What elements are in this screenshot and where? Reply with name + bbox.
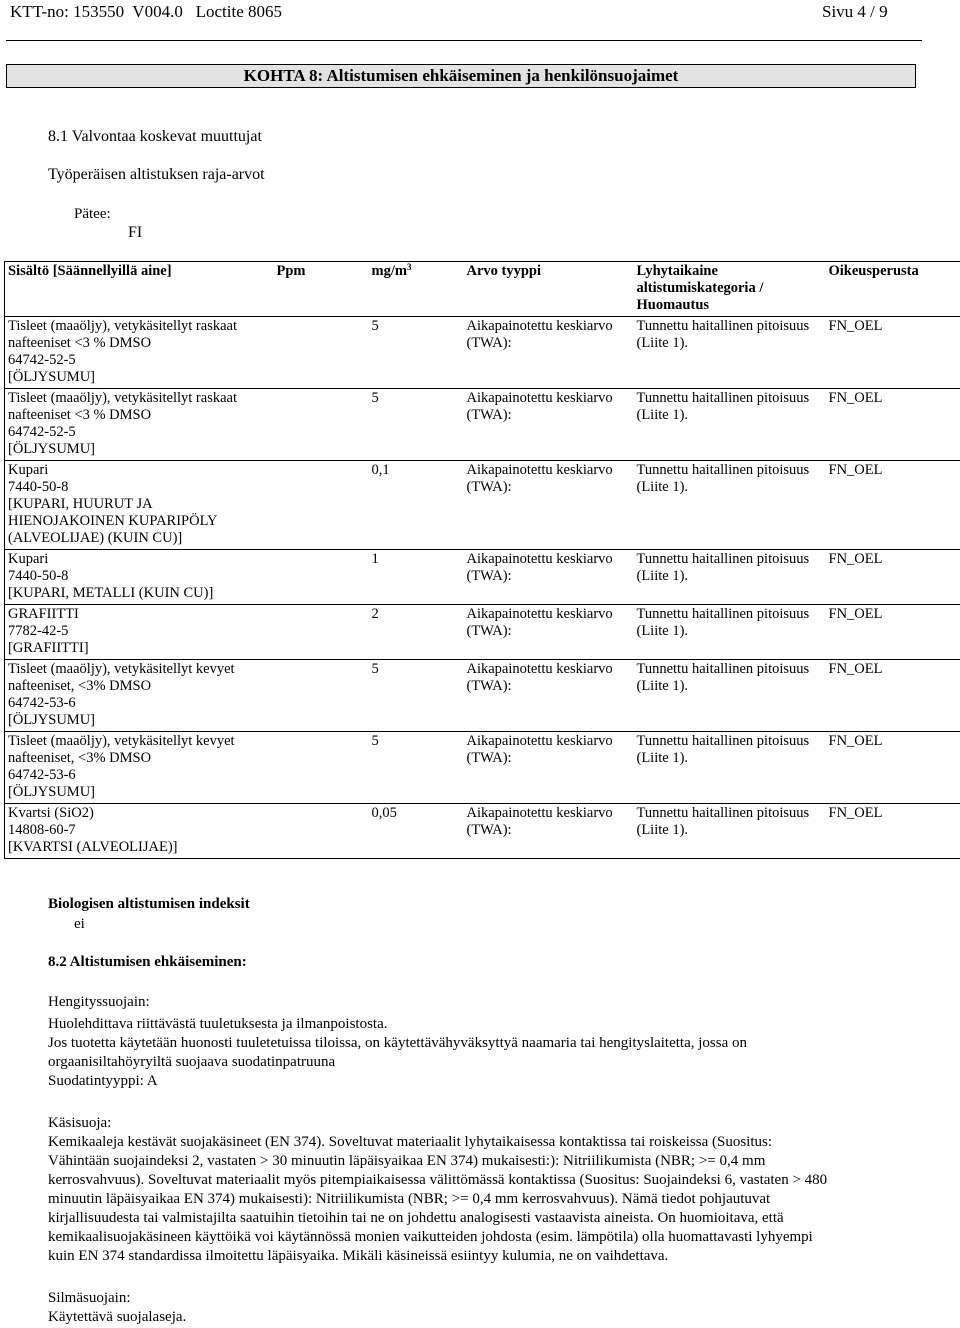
table-row bbox=[5, 605, 960, 660]
cell-line: Tisleet (maaöljy), vetykäsitellyt kevyet bbox=[8, 733, 235, 749]
cell-line: (Liite 1). bbox=[636, 568, 689, 584]
cell-line: Tisleet (maaöljy), vetykäsitellyt kevyet bbox=[8, 661, 235, 677]
cell-line: (ALVEOLIJAE) (KUIN CU)] bbox=[8, 530, 183, 546]
document-id: KTT-no: 153550 V004.0 Loctite 8065 bbox=[10, 2, 282, 21]
subsection-8-2-title: 8.2 Altistumisen ehkäiseminen: bbox=[48, 954, 247, 970]
cell-mgm3: 5 bbox=[369, 732, 464, 804]
cell-line: Aikapainotettu keskiarvo bbox=[466, 462, 613, 478]
cell-substance bbox=[5, 550, 274, 605]
col-header-substance: Sisältö [Säännellyillä aine] bbox=[5, 262, 274, 317]
col-header-category: Lyhytaikaine altistumiskategoria / Huomautus bbox=[634, 262, 826, 317]
cell-line: (TWA): bbox=[466, 407, 512, 423]
table-row bbox=[5, 317, 960, 389]
cell-line: (Liite 1). bbox=[636, 822, 689, 838]
cell-mgm3: 0,05 bbox=[369, 804, 464, 859]
cell-line: (TWA): bbox=[466, 750, 512, 766]
cell-value-type bbox=[464, 804, 634, 859]
eye-protection-label: Silmäsuojain: bbox=[48, 1290, 131, 1306]
cell-basis: FN_OEL bbox=[826, 550, 960, 605]
page-number: Sivu 4 / 9 bbox=[822, 2, 888, 21]
respiratory-line: Suodatintyyppi: A bbox=[48, 1073, 158, 1089]
table-row bbox=[5, 461, 960, 550]
cell-basis: FN_OEL bbox=[826, 804, 960, 859]
cell-basis: FN_OEL bbox=[826, 461, 960, 550]
cell-line: [ÖLJYSUMU] bbox=[8, 441, 95, 457]
cell-substance bbox=[5, 461, 274, 550]
cell-line: Aikapainotettu keskiarvo bbox=[466, 551, 613, 567]
cell-line: [KUPARI, HUURUT JA bbox=[8, 496, 153, 512]
table-row bbox=[5, 732, 960, 804]
respiratory-line: orgaanisiltahöyryiltä suojaava suodatinpatruuna bbox=[48, 1054, 336, 1070]
cell-line: 64742-53-6 bbox=[8, 767, 76, 783]
cell-line: (TWA): bbox=[466, 623, 512, 639]
cell-line: Kupari bbox=[8, 551, 49, 567]
cell-line: [ÖLJYSUMU] bbox=[8, 369, 95, 385]
cell-substance bbox=[5, 660, 274, 732]
cell-line: Aikapainotettu keskiarvo bbox=[466, 805, 613, 821]
cell-line: 64742-52-5 bbox=[8, 352, 76, 368]
col-header-ppm: Ppm bbox=[274, 262, 369, 317]
cell-mgm3: 0,1 bbox=[369, 461, 464, 550]
cell-line: (Liite 1). bbox=[636, 335, 689, 351]
cell-category bbox=[634, 732, 826, 804]
cell-line: (TWA): bbox=[466, 568, 512, 584]
cell-category bbox=[634, 550, 826, 605]
cell-line: [KUPARI, METALLI (KUIN CU)] bbox=[8, 585, 214, 601]
cell-line: (Liite 1). bbox=[636, 479, 689, 495]
cell-line: Tunnettu haitallinen pitoisuus bbox=[636, 606, 810, 622]
respiratory-protection-text bbox=[48, 1015, 928, 1091]
cell-line: 64742-52-5 bbox=[8, 424, 76, 440]
cell-line: 7782-42-5 bbox=[8, 623, 69, 639]
hand-line: minuutin läpäisyaikaa EN 374) mukaisesti): Nitriilikumista (NBR; >= 0,4 mm kerrosvahvuus). Nämä tiedot pohjautuvat bbox=[48, 1191, 771, 1207]
cell-basis: FN_OEL bbox=[826, 605, 960, 660]
cell-line: (Liite 1). bbox=[636, 407, 689, 423]
col-header-mgm3: $mg/m^3$ bbox=[369, 262, 464, 317]
table-header-row bbox=[5, 262, 960, 317]
cell-value-type bbox=[464, 732, 634, 804]
applies-value: FI bbox=[128, 224, 143, 241]
header-divider bbox=[6, 40, 922, 41]
hand-line: Kemikaaleja kestävät suojakäsineet (EN 374). Soveltuvat materiaalit lyhytaikaisessa kontaktissa tai roiskeissa (Suositus: bbox=[48, 1134, 772, 1150]
cell-line: Tunnettu haitallinen pitoisuus bbox=[636, 390, 810, 406]
cell-line: (TWA): bbox=[466, 479, 512, 495]
cell-category bbox=[634, 461, 826, 550]
cell-value-type bbox=[464, 605, 634, 660]
cell-mgm3: 1 bbox=[369, 550, 464, 605]
cell-line: 7440-50-8 bbox=[8, 479, 69, 495]
cell-substance bbox=[5, 732, 274, 804]
cell-line: GRAFIITTI bbox=[8, 606, 79, 622]
cell-line: Aikapainotettu keskiarvo bbox=[466, 390, 613, 406]
cell-ppm bbox=[274, 461, 369, 550]
cell-line: nafteeniset, <3% DMSO bbox=[8, 678, 152, 694]
cell-line: (Liite 1). bbox=[636, 750, 689, 766]
cell-mgm3: 2 bbox=[369, 605, 464, 660]
cell-line: Tunnettu haitallinen pitoisuus bbox=[636, 462, 810, 478]
mgm3-superscript: 3 bbox=[406, 262, 412, 272]
table-row bbox=[5, 660, 960, 732]
cell-value-type bbox=[464, 317, 634, 389]
hand-line: Vähintään suojaindeksi 2, vastaten > 30 minuutin läpäisyaikaa EN 374) mukaisesti:): Nitriilikumista (NBR; >= 0,4 mm bbox=[48, 1153, 766, 1169]
cell-category bbox=[634, 389, 826, 461]
cell-basis: FN_OEL bbox=[826, 389, 960, 461]
cell-line: 64742-53-6 bbox=[8, 695, 76, 711]
cell-substance bbox=[5, 317, 274, 389]
exposure-limits-heading: Työperäisen altistuksen raja-arvot bbox=[48, 166, 265, 183]
biological-indices-title: Biologisen altistumisen indeksit bbox=[48, 896, 250, 912]
col-header-basis: Oikeusperusta bbox=[826, 262, 960, 317]
eye-protection-value: Käytettävä suojalaseja. bbox=[48, 1309, 187, 1325]
cell-value-type bbox=[464, 389, 634, 461]
cell-line: (TWA): bbox=[466, 678, 512, 694]
respiratory-line: Huolehdittava riittävästä tuuletuksesta ja ilmanpoistosta. bbox=[48, 1016, 388, 1032]
cell-substance bbox=[5, 804, 274, 859]
cell-mgm3: 5 bbox=[369, 660, 464, 732]
cell-line: 7440-50-8 bbox=[8, 568, 69, 584]
cell-line: [ÖLJYSUMU] bbox=[8, 784, 95, 800]
cell-ppm bbox=[274, 605, 369, 660]
cell-line: Aikapainotettu keskiarvo bbox=[466, 606, 613, 622]
cell-line: Tisleet (maaöljy), vetykäsitellyt raskaat bbox=[8, 318, 237, 334]
cell-line: (Liite 1). bbox=[636, 623, 689, 639]
cell-basis: FN_OEL bbox=[826, 732, 960, 804]
cell-line: (Liite 1). bbox=[636, 678, 689, 694]
table-row bbox=[5, 389, 960, 461]
col-header-value-type: Arvo tyyppi bbox=[464, 262, 634, 317]
cell-line: Tisleet (maaöljy), vetykäsitellyt raskaat bbox=[8, 390, 237, 406]
cell-line: Tunnettu haitallinen pitoisuus bbox=[636, 805, 810, 821]
cell-line: Tunnettu haitallinen pitoisuus bbox=[636, 318, 810, 334]
table-row bbox=[5, 804, 960, 859]
biological-indices-value: ei bbox=[74, 916, 85, 932]
hand-line: kerrosvahvuus). Soveltuvat materiaalit myös pitempiaikaisessa välittömässä kontaktissa (Suositus: Suojaindeksi 6, vastaten > 480 bbox=[48, 1172, 828, 1188]
cell-ppm bbox=[274, 389, 369, 461]
hand-protection-label: Käsisuoja: bbox=[48, 1115, 112, 1131]
cell-line: nafteeniset, <3% DMSO bbox=[8, 750, 152, 766]
applies-label: Pätee: bbox=[74, 206, 111, 222]
cell-value-type bbox=[464, 550, 634, 605]
cell-line: 14808-60-7 bbox=[8, 822, 76, 838]
cell-value-type bbox=[464, 660, 634, 732]
cell-line: Kupari bbox=[8, 462, 49, 478]
cell-line: (TWA): bbox=[466, 822, 512, 838]
cell-category bbox=[634, 804, 826, 859]
hand-protection-text bbox=[48, 1133, 928, 1266]
cell-line: [KVARTSI (ALVEOLIJAE)] bbox=[8, 839, 178, 855]
cell-mgm3: 5 bbox=[369, 389, 464, 461]
hand-line: kemikaalisuojakäsineen käyttöikä voi käytännössä monien vaikutteiden johdosta (esim. lämpötila) olla huomattavasti lyhyempi bbox=[48, 1229, 813, 1245]
cell-category bbox=[634, 317, 826, 389]
cell-line: HIENOJAKOINEN KUPARIPÖLY bbox=[8, 513, 218, 529]
cell-basis: FN_OEL bbox=[826, 317, 960, 389]
cell-line: (TWA): bbox=[466, 335, 512, 351]
cell-category bbox=[634, 605, 826, 660]
table-row bbox=[5, 550, 960, 605]
hand-line: kuin EN 374 standardissa ilmoitettu läpäisyaika. Mikäli käsineissä esiintyy kulumia, ne on vaihdettava. bbox=[48, 1248, 669, 1264]
cell-line: Tunnettu haitallinen pitoisuus bbox=[636, 661, 810, 677]
cell-value-type bbox=[464, 461, 634, 550]
cell-ppm bbox=[274, 732, 369, 804]
cell-category bbox=[634, 660, 826, 732]
cell-line: nafteeniset <3 % DMSO bbox=[8, 335, 152, 351]
cell-line: Aikapainotettu keskiarvo bbox=[466, 733, 613, 749]
cell-line: [ÖLJYSUMU] bbox=[8, 712, 95, 728]
cell-ppm bbox=[274, 804, 369, 859]
cell-ppm bbox=[274, 550, 369, 605]
cell-line: Aikapainotettu keskiarvo bbox=[466, 661, 613, 677]
cell-line: Aikapainotettu keskiarvo bbox=[466, 318, 613, 334]
cell-line: Tunnettu haitallinen pitoisuus bbox=[636, 551, 810, 567]
cell-ppm bbox=[274, 317, 369, 389]
hand-line: kirjallisuudesta tai valmistajilta saatuihin tietoihin tai ne on johdettu analogisesti vastaavista aineista. On huomioitava, että bbox=[48, 1210, 784, 1226]
cell-ppm bbox=[274, 660, 369, 732]
respiratory-protection-label: Hengityssuojain: bbox=[48, 994, 150, 1010]
cell-mgm3: 5 bbox=[369, 317, 464, 389]
cell-line: nafteeniset <3 % DMSO bbox=[8, 407, 152, 423]
subsection-8-1-title: 8.1 Valvontaa koskevat muuttujat bbox=[48, 128, 262, 145]
exposure-limits-table bbox=[4, 261, 960, 859]
cell-substance bbox=[5, 605, 274, 660]
section-title: KOHTA 8: Altistumisen ehkäiseminen ja henkilönsuojaimet bbox=[6, 64, 916, 88]
respiratory-line: Jos tuotetta käytetään huonosti tuuletetuissa tiloissa, on käytettävähyväksyttyä naamaria tai hengityslaitetta, jossa on bbox=[48, 1035, 748, 1051]
cell-basis: FN_OEL bbox=[826, 660, 960, 732]
cell-line: Tunnettu haitallinen pitoisuus bbox=[636, 733, 810, 749]
cell-line: [GRAFIITTI] bbox=[8, 640, 89, 656]
cell-line: Kvartsi (SiO2) bbox=[8, 805, 94, 821]
cell-substance bbox=[5, 389, 274, 461]
